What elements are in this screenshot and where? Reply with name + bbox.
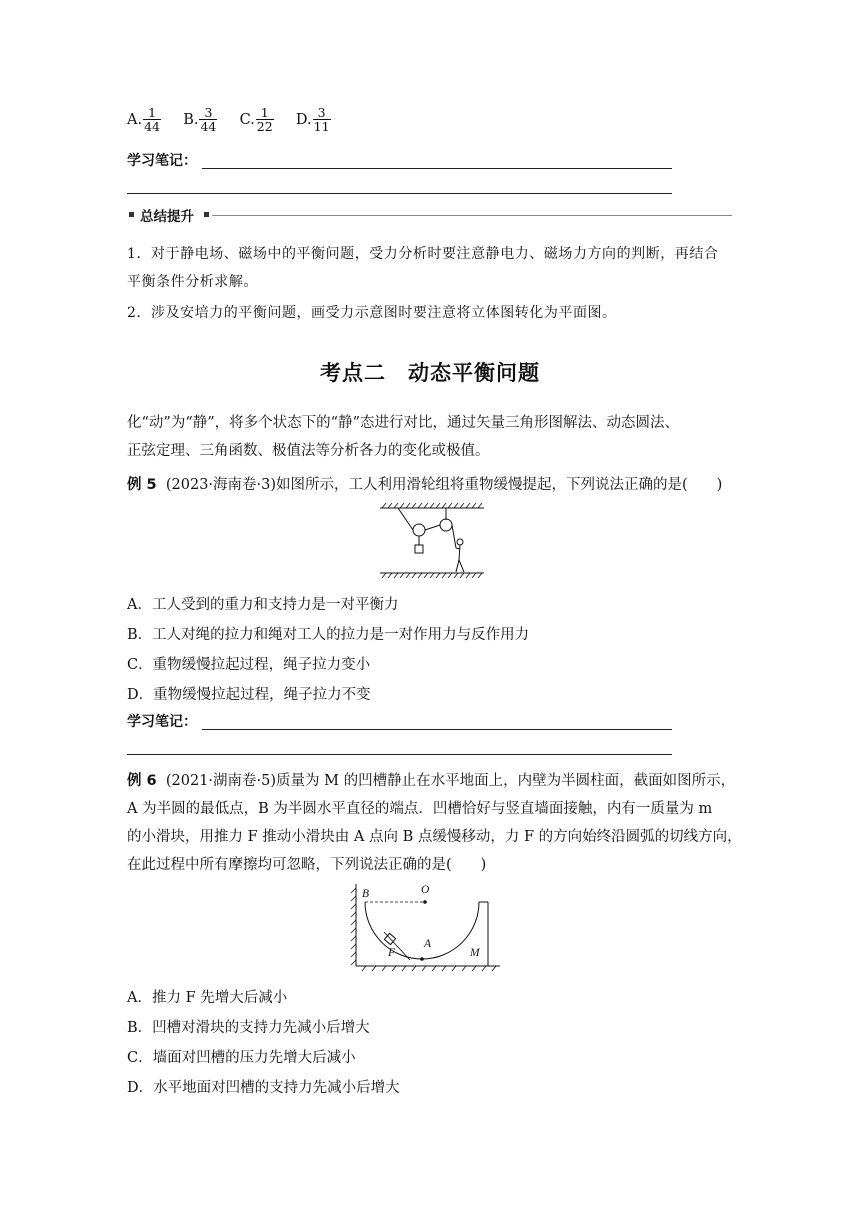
example6-stem-line3: 的小滑块，用推力 F 推动小滑块由 A 点向 B 点缓慢移动，力 F 的方向始终沿圆弧的切线方向， xyxy=(127,829,742,845)
example5-option-c: C．重物缓慢拉起过程，绳子拉力变小 xyxy=(127,657,371,673)
summary-item-2: 2．涉及安培力的平衡问题，画受力示意图时要注意将立体图转化为平面图。 xyxy=(127,305,617,321)
q4-option-b: B. $\frac{3}{44}$ xyxy=(183,105,217,134)
example6-option-d: D．水平地面对凹槽的支持力先减小后增大 xyxy=(127,1080,400,1096)
section-title: 考点二 动态平衡问题 xyxy=(320,361,540,385)
example6-option-c: C．墙面对凹槽的压力先增大后减小 xyxy=(127,1050,356,1066)
notes-line[interactable] xyxy=(127,754,672,755)
example5-label: 例 5 xyxy=(127,477,157,493)
q4-option-d: D. $\frac{3}{11}$ xyxy=(295,105,330,134)
summary-heading: 总结提升 xyxy=(140,209,194,225)
example6-label: 例 6 xyxy=(127,773,157,789)
example5-stem: 例 5 (2023·海南卷·3)如图所示，工人利用滑轮组将重物缓慢提起，下列说法正确的是( ) xyxy=(127,477,723,493)
label-f: F xyxy=(388,947,396,959)
example6-stem-line2: A 为半圆的最低点，B 为半圆水平直径的端点．凹槽恰好与竖直墙面接触，内有一质量为 m xyxy=(127,801,713,817)
summary-divider xyxy=(212,215,732,216)
fraction: $\frac{1}{22}$ xyxy=(256,105,273,134)
example5-option-d: D．重物缓慢拉起过程，绳子拉力不变 xyxy=(127,687,371,703)
notes-line[interactable] xyxy=(202,729,672,730)
example6-stem-line1: 例 6 (2021·湖南卷·5)质量为 M 的凹槽静止在水平地面上，内壁为半圆柱面，截面如图所示， xyxy=(127,773,736,789)
section-intro-line1: 化“动”为“静”，将多个状态下的“静”态进行对比，通过矢量三角形图解法、动态圆法、 xyxy=(127,415,679,431)
summary-square-icon xyxy=(204,212,209,217)
notes-line[interactable] xyxy=(202,168,672,169)
fraction: $\frac{3}{11}$ xyxy=(313,105,330,134)
summary-square-icon xyxy=(129,212,134,217)
groove-figure xyxy=(348,880,504,972)
label-m: M xyxy=(470,947,480,959)
example6-option-a: A．推力 F 先增大后减小 xyxy=(127,990,288,1006)
example5-option-a: A．工人受到的重力和支持力是一对平衡力 xyxy=(127,597,399,613)
label-a: A xyxy=(424,938,432,950)
study-notes-label: 学习笔记： xyxy=(127,714,197,730)
example5-option-b: B．工人对绳的拉力和绳对工人的拉力是一对作用力与反作用力 xyxy=(127,627,530,643)
example6-stem-line4: 在此过程中所有摩擦均可忽略，下列说法正确的是( ) xyxy=(127,857,487,873)
q4-option-a: A. $\frac{1}{44}$ xyxy=(127,105,160,134)
label-o: O xyxy=(421,884,430,896)
summary-item-1: 1．对于静电场、磁场中的平衡问题，受力分析时要注意静电力、磁场力方向的判断，再结合 xyxy=(127,246,719,262)
study-notes-label: 学习笔记： xyxy=(127,153,197,169)
fraction: $\frac{3}{44}$ xyxy=(200,105,217,134)
example6-option-b: B．凹槽对滑块的支持力先减小后增大 xyxy=(127,1020,370,1036)
pulley-figure xyxy=(376,500,488,582)
fraction: $\frac{1}{44}$ xyxy=(144,105,160,134)
q4-options xyxy=(127,106,332,133)
summary-item-1-cont: 平衡条件分析求解。 xyxy=(127,274,258,290)
notes-line[interactable] xyxy=(127,193,672,194)
q4-option-c: C. $\frac{1}{22}$ xyxy=(239,105,273,134)
section-intro-line2: 正弦定理、三角函数、极值法等分析各力的变化或极值。 xyxy=(127,443,490,459)
label-b: B xyxy=(362,888,370,900)
